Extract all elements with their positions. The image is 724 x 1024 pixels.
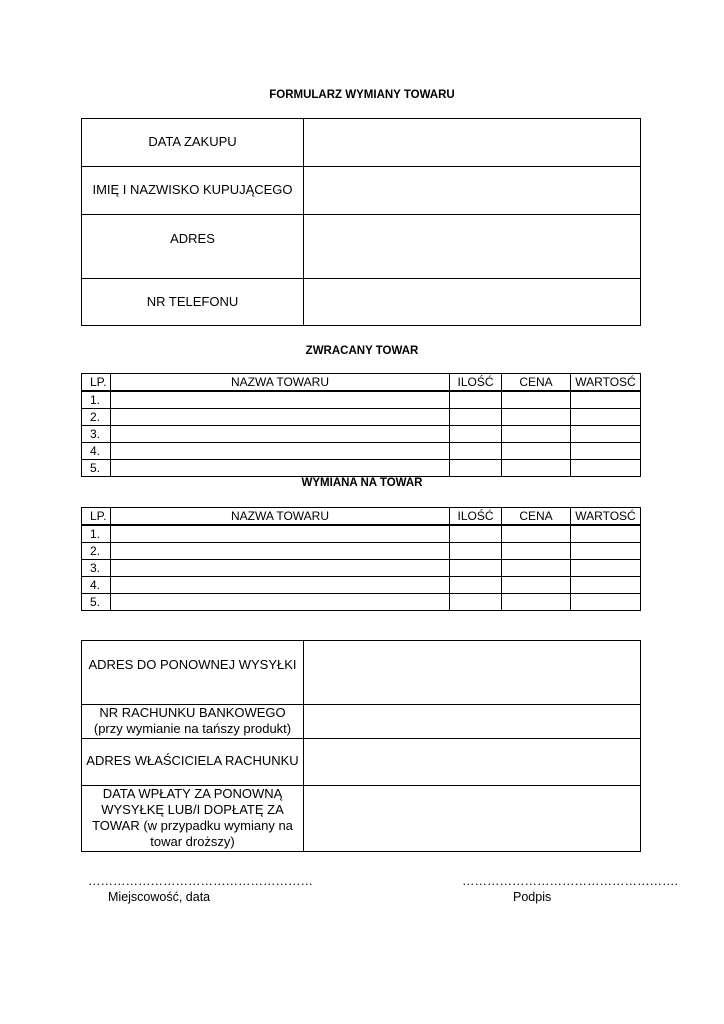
reshipping-address-label: ADRES DO PONOWNEJ WYSYŁKI: [82, 641, 304, 705]
place-date-line[interactable]: ………………………………………………: [88, 874, 313, 888]
phone-label: NR TELEFONU: [82, 279, 304, 326]
reshipping-address-field[interactable]: [304, 641, 641, 705]
price-cell[interactable]: [502, 460, 571, 477]
col-header-name: NAZWA TOWARU: [111, 374, 450, 392]
price-cell[interactable]: [502, 594, 571, 611]
customer-info-table: [81, 118, 641, 326]
table-row: [82, 391, 641, 409]
col-header-qty: ILOŚĆ: [450, 508, 502, 526]
table-row: [82, 543, 641, 560]
item-name-cell[interactable]: [111, 391, 450, 409]
place-date-label: Miejscowość, data: [108, 890, 211, 904]
buyer-name-label: IMIĘ I NAZWISKO KUPUJĄCEGO: [82, 167, 304, 215]
qty-cell[interactable]: [450, 560, 502, 577]
qty-cell[interactable]: [450, 525, 502, 543]
value-cell[interactable]: [571, 543, 641, 560]
table-row: [82, 738, 641, 785]
value-cell[interactable]: [571, 560, 641, 577]
value-cell[interactable]: [571, 443, 641, 460]
qty-cell[interactable]: [450, 391, 502, 409]
value-cell[interactable]: [571, 460, 641, 477]
table-row: [82, 119, 641, 167]
price-cell[interactable]: [502, 409, 571, 426]
table-row: [82, 577, 641, 594]
value-cell[interactable]: [571, 409, 641, 426]
account-owner-address-label: ADRES WŁAŚCICIELA RACHUNKU: [82, 738, 304, 785]
shipping-bank-table: [81, 640, 641, 852]
col-header-value: WARTOSĆ: [571, 508, 641, 526]
col-header-lp: LP.: [82, 508, 111, 526]
returned-goods-table: [81, 373, 641, 477]
price-cell[interactable]: [502, 391, 571, 409]
col-header-qty: ILOŚĆ: [450, 374, 502, 392]
purchase-date-field[interactable]: [304, 119, 641, 167]
signature-label: Podpis: [513, 890, 552, 904]
table-row: [82, 525, 641, 543]
price-cell[interactable]: [502, 543, 571, 560]
col-header-name: NAZWA TOWARU: [111, 508, 450, 526]
qty-cell[interactable]: [450, 543, 502, 560]
exchange-goods-table: [81, 507, 641, 611]
item-name-cell[interactable]: [111, 409, 450, 426]
value-cell[interactable]: [571, 525, 641, 543]
qty-cell[interactable]: [450, 577, 502, 594]
col-header-lp: LP.: [82, 374, 111, 392]
purchase-date-label: DATA ZAKUPU: [82, 119, 304, 167]
row-number: 5.: [82, 594, 111, 611]
table-row: [82, 560, 641, 577]
value-cell[interactable]: [571, 391, 641, 409]
row-number: 5.: [82, 460, 111, 477]
account-owner-address-field[interactable]: [304, 738, 641, 785]
value-cell[interactable]: [571, 426, 641, 443]
value-cell[interactable]: [571, 577, 641, 594]
item-name-cell[interactable]: [111, 594, 450, 611]
buyer-name-field[interactable]: [304, 167, 641, 215]
price-cell[interactable]: [502, 426, 571, 443]
row-number: 3.: [82, 560, 111, 577]
phone-field[interactable]: [304, 279, 641, 326]
bank-account-label: NR RACHUNKU BANKOWEGO (przy wymianie na tańszy produkt): [82, 705, 304, 739]
qty-cell[interactable]: [450, 460, 502, 477]
table-row: [82, 279, 641, 326]
table-row: [82, 460, 641, 477]
value-cell[interactable]: [571, 594, 641, 611]
table-row: [82, 409, 641, 426]
payment-date-field[interactable]: [304, 785, 641, 851]
row-number: 1.: [82, 391, 111, 409]
table-row: [82, 215, 641, 279]
price-cell[interactable]: [502, 443, 571, 460]
table-row: [82, 641, 641, 705]
price-cell[interactable]: [502, 525, 571, 543]
col-header-price: CENA: [502, 508, 571, 526]
qty-cell[interactable]: [450, 426, 502, 443]
row-number: 2.: [82, 543, 111, 560]
table-row: [82, 426, 641, 443]
item-name-cell[interactable]: [111, 543, 450, 560]
bank-account-field[interactable]: [304, 705, 641, 739]
qty-cell[interactable]: [450, 594, 502, 611]
row-number: 4.: [82, 443, 111, 460]
table-row: [82, 167, 641, 215]
row-number: 4.: [82, 577, 111, 594]
table-row: [82, 443, 641, 460]
item-name-cell[interactable]: [111, 443, 450, 460]
table-row: [82, 594, 641, 611]
qty-cell[interactable]: [450, 409, 502, 426]
item-name-cell[interactable]: [111, 525, 450, 543]
item-name-cell[interactable]: [111, 426, 450, 443]
table-header-row: [82, 508, 641, 526]
col-header-value: WARTOSĆ: [571, 374, 641, 392]
row-number: 3.: [82, 426, 111, 443]
price-cell[interactable]: [502, 577, 571, 594]
exchange-goods-heading: WYMIANA NA TOWAR: [301, 477, 423, 489]
address-label: ADRES: [82, 215, 304, 279]
table-header-row: [82, 374, 641, 392]
price-cell[interactable]: [502, 560, 571, 577]
form-title: FORMULARZ WYMIANY TOWARU: [269, 89, 455, 101]
signature-line[interactable]: …………………………………………….: [462, 874, 678, 888]
payment-date-label: DATA WPŁATY ZA PONOWNĄ WYSYŁKĘ LUB/I DOPŁATĘ ZA TOWAR (w przypadku wymiany na towar droższy): [82, 785, 304, 851]
row-number: 1.: [82, 525, 111, 543]
col-header-price: CENA: [502, 374, 571, 392]
item-name-cell[interactable]: [111, 460, 450, 477]
item-name-cell[interactable]: [111, 560, 450, 577]
address-field[interactable]: [304, 215, 641, 279]
row-number: 2.: [82, 409, 111, 426]
table-row: [82, 785, 641, 851]
returned-goods-heading: ZWRACANY TOWAR: [305, 345, 419, 357]
table-row: [82, 705, 641, 739]
item-name-cell[interactable]: [111, 577, 450, 594]
qty-cell[interactable]: [450, 443, 502, 460]
